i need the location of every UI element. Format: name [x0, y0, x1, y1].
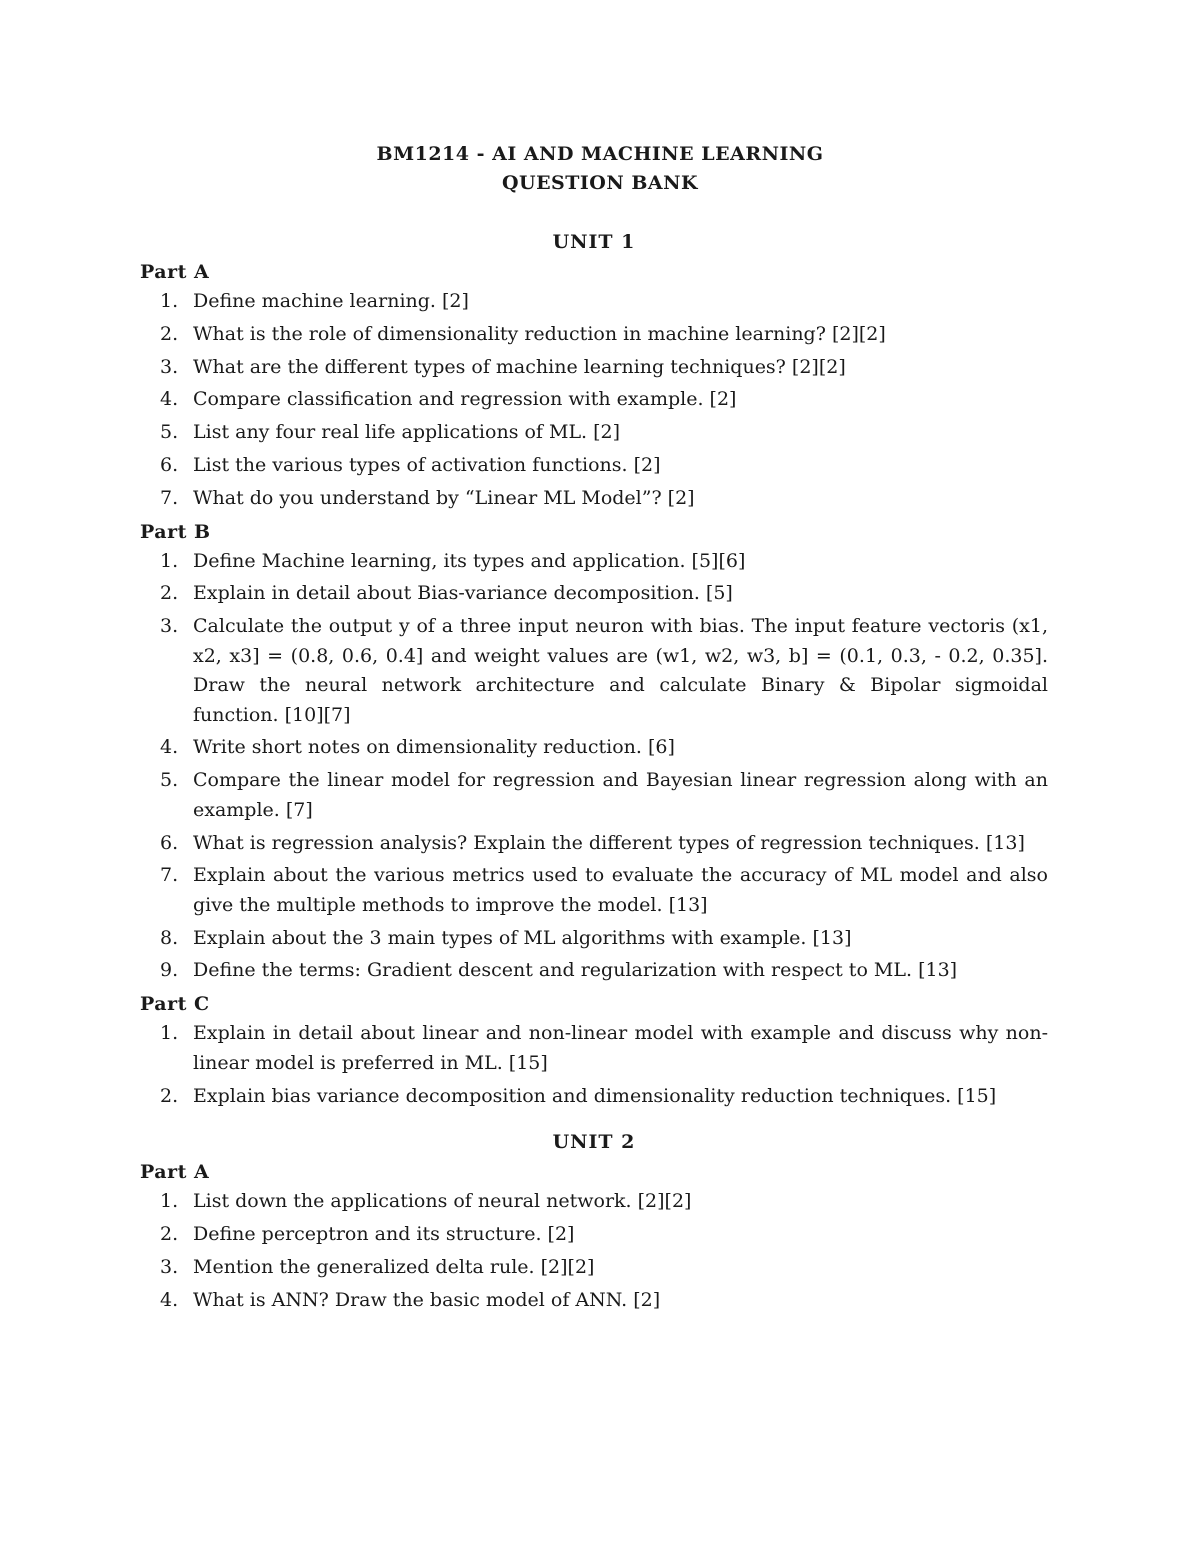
- question-text: List down the applications of neural network. [2][2]: [193, 1190, 692, 1213]
- question-number: 2.: [160, 1084, 179, 1107]
- question-item: [140, 924, 1048, 954]
- question-number: 1.: [160, 290, 179, 312]
- question-item: [140, 1253, 1048, 1283]
- question-number: 6.: [160, 453, 179, 476]
- question-text: What is regression analysis? Explain the different types of regression techniques. [13]: [193, 831, 1025, 854]
- question-item: [140, 956, 1048, 986]
- part-heading: Part A: [140, 261, 210, 283]
- question-number: 3.: [160, 355, 179, 378]
- question-text: Define perceptron and its structure. [2]: [193, 1223, 575, 1246]
- question-list: [140, 287, 1048, 513]
- question-number: 7.: [160, 486, 179, 509]
- unit-heading: UNIT 2: [552, 1131, 636, 1154]
- question-item: [140, 484, 1048, 514]
- question-number: 5.: [160, 769, 179, 792]
- document-subtitle: QUESTION BANK: [501, 172, 699, 194]
- question-item: [140, 385, 1048, 415]
- question-item: [140, 320, 1048, 350]
- section-spacer: [140, 1114, 1048, 1127]
- question-number: 1.: [160, 549, 179, 572]
- question-text: Write short notes on dimensionality reduction. [6]: [193, 736, 675, 759]
- question-number: 2.: [160, 582, 179, 605]
- question-list: [140, 1019, 1048, 1111]
- question-item: [140, 829, 1048, 859]
- question-number: 8.: [160, 926, 179, 949]
- question-item: [140, 451, 1048, 481]
- document-title: BM1214 - AI AND MACHINE LEARNING: [376, 143, 824, 165]
- question-item: [140, 547, 1048, 577]
- part-heading: Part B: [140, 520, 211, 543]
- question-text: Explain about the 3 main types of ML algorithms with example. [13]: [193, 926, 852, 949]
- question-text: List any four real life applications of ML. [2]: [193, 421, 621, 444]
- question-text: Mention the generalized delta rule. [2][2]: [193, 1255, 595, 1278]
- question-text: What is ANN? Draw the basic model of ANN. [2]: [193, 1288, 661, 1311]
- question-item: [140, 612, 1048, 730]
- question-item: [140, 861, 1048, 920]
- question-text: What are the different types of machine learning techniques? [2][2]: [193, 355, 846, 378]
- part-heading: Part A: [140, 1161, 210, 1184]
- title-block: [0, 140, 1200, 198]
- question-number: 1.: [160, 1190, 179, 1213]
- question-list: [140, 547, 1048, 986]
- question-list: [140, 1187, 1048, 1315]
- question-item: [140, 766, 1048, 825]
- question-item: [140, 1286, 1048, 1316]
- question-text: Calculate the output y of a three input neuron with bias. The input feature vectoris (x1, x2, x3] = (0.8, 0.6, 0.4] and weight values are (w1, w2, w3, b] = (0.1, 0.3, - 0.2, 0.35]. Draw the neural network architecture and calculate Binary & Bipolar sigmoidal function. [10][7]: [193, 615, 1048, 726]
- question-number: 6.: [160, 831, 179, 854]
- document-content: [140, 227, 1048, 1319]
- question-number: 2.: [160, 1223, 179, 1246]
- question-number: 3.: [160, 1255, 179, 1278]
- question-text: What do you understand by “Linear ML Model”? [2]: [193, 486, 695, 509]
- unit-heading: UNIT 1: [552, 231, 636, 253]
- question-number: 4.: [160, 1288, 179, 1311]
- question-item: [140, 579, 1048, 609]
- question-text: Explain bias variance decomposition and dimensionality reduction techniques. [15]: [193, 1084, 997, 1107]
- question-item: [140, 1019, 1048, 1078]
- question-text: Explain about the various metrics used to evaluate the accuracy of ML model and also give the multiple methods to improve the model. [13]: [193, 864, 1048, 916]
- question-item: [140, 1187, 1048, 1217]
- question-text: Explain in detail about linear and non-linear model with example and discuss why non-linear model is preferred in ML. [15]: [193, 1022, 1048, 1074]
- question-text: Explain in detail about Bias-variance decomposition. [5]: [193, 582, 733, 605]
- question-number: 4.: [160, 736, 179, 759]
- part-heading: Part C: [140, 993, 210, 1016]
- question-text: Define Machine learning, its types and application. [5][6]: [193, 549, 746, 572]
- question-item: [140, 287, 1048, 317]
- question-number: 2.: [160, 322, 179, 345]
- question-number: 7.: [160, 864, 179, 887]
- question-text: Define the terms: Gradient descent and regularization with respect to ML. [13]: [193, 959, 958, 982]
- question-text: Compare classification and regression with example. [2]: [193, 388, 737, 411]
- question-text: Compare the linear model for regression and Bayesian linear regression along with an example. [7]: [193, 769, 1048, 821]
- question-text: List the various types of activation functions. [2]: [193, 453, 661, 476]
- question-item: [140, 1082, 1048, 1112]
- question-item: [140, 418, 1048, 448]
- question-number: 4.: [160, 388, 179, 411]
- question-item: [140, 1220, 1048, 1250]
- question-text: What is the role of dimensionality reduction in machine learning? [2][2]: [193, 322, 886, 345]
- question-number: 9.: [160, 959, 179, 982]
- question-text: Define machine learning. [2]: [193, 290, 469, 312]
- question-number: 1.: [160, 1022, 179, 1045]
- question-item: [140, 353, 1048, 383]
- question-item: [140, 733, 1048, 763]
- question-number: 5.: [160, 421, 179, 444]
- question-number: 3.: [160, 615, 179, 638]
